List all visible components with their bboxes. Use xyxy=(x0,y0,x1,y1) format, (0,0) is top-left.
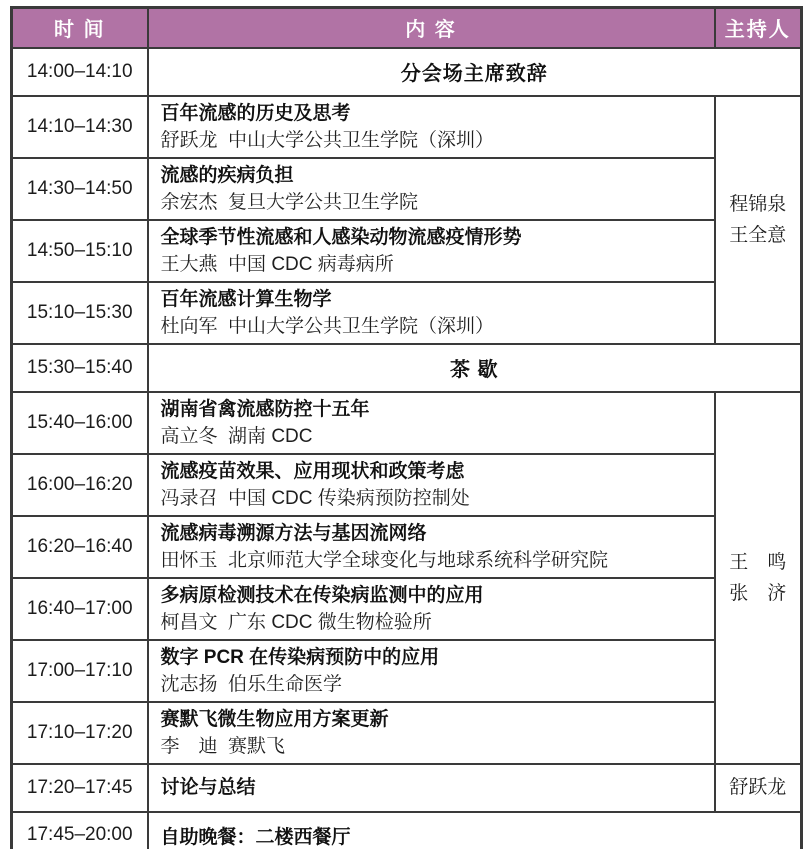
time-cell: 14:30–14:50 xyxy=(12,158,148,220)
discussion-summary-cell xyxy=(148,764,715,812)
time-cell: 17:45–20:00 xyxy=(12,812,148,849)
session-cell xyxy=(148,282,715,344)
header-moderator: 主持人 xyxy=(715,8,802,48)
session-cell xyxy=(148,454,715,516)
time-cell: 16:00–16:20 xyxy=(12,454,148,516)
table-row xyxy=(12,764,802,812)
moderator-cell-group2 xyxy=(715,392,802,764)
time-cell: 16:20–16:40 xyxy=(12,516,148,578)
table-row xyxy=(12,48,802,96)
session-speaker: 冯录召 中国 CDC 传染病预防控制处 xyxy=(160,487,470,509)
time-cell: 15:10–15:30 xyxy=(12,282,148,344)
session-title: 全球季节性流感和人感染动物流感疫情形势 xyxy=(160,226,522,248)
session-speaker: 杜向军 中山大学公共卫生学院（深圳） xyxy=(160,315,495,337)
table-row xyxy=(12,392,802,454)
session-title: 流感的疾病负担 xyxy=(160,164,294,186)
header-time: 时 间 xyxy=(12,8,148,48)
session-title: 湖南省禽流感防控十五年 xyxy=(160,398,370,420)
table-row xyxy=(12,344,802,392)
table-row xyxy=(12,96,802,158)
table-row xyxy=(12,702,802,764)
time-cell: 14:00–14:10 xyxy=(12,48,148,96)
moderator-name: 张 济 xyxy=(729,582,787,604)
time-cell: 16:40–17:00 xyxy=(12,578,148,640)
session-cell xyxy=(148,220,715,282)
moderator-cell-group1 xyxy=(715,96,802,344)
header-content: 内 容 xyxy=(148,8,715,48)
table-row xyxy=(12,454,802,516)
table-row xyxy=(12,516,802,578)
session-speaker: 沈志扬 伯乐生命医学 xyxy=(160,673,343,695)
session-cell xyxy=(148,578,715,640)
session-title: 赛默飞微生物应用方案更新 xyxy=(160,708,389,730)
session-speaker: 余宏杰 复旦大学公共卫生学院 xyxy=(160,191,419,213)
header-row xyxy=(12,8,802,48)
moderator-name: 王 鸣 xyxy=(729,551,787,573)
session-speaker: 柯昌文 广东 CDC 微生物检验所 xyxy=(160,611,432,633)
time-cell: 15:40–16:00 xyxy=(12,392,148,454)
time-cell: 17:00–17:10 xyxy=(12,640,148,702)
session-title: 百年流感计算生物学 xyxy=(160,288,332,310)
table-row xyxy=(12,158,802,220)
session-cell xyxy=(148,96,715,158)
session-cell xyxy=(148,392,715,454)
table-row xyxy=(12,220,802,282)
time-cell: 14:50–15:10 xyxy=(12,220,148,282)
session-title: 流感疫苗效果、应用现状和政策考虑 xyxy=(160,460,465,482)
session-cell xyxy=(148,702,715,764)
session-title: 数字 PCR 在传染病预防中的应用 xyxy=(160,646,440,668)
moderator-name: 舒跃龙 xyxy=(729,777,787,798)
session-speaker: 高立冬 湖南 CDC xyxy=(160,425,313,447)
session-speaker: 李 迪 赛默飞 xyxy=(160,735,286,757)
table-row xyxy=(12,812,802,849)
session-title: 流感病毒溯源方法与基因流网络 xyxy=(160,522,427,544)
table-row xyxy=(12,578,802,640)
time-cell: 17:20–17:45 xyxy=(12,764,148,812)
table-row xyxy=(12,640,802,702)
schedule-table xyxy=(10,6,803,849)
session-title: 百年流感的历史及思考 xyxy=(160,102,351,124)
table-row xyxy=(12,282,802,344)
session-opening-remarks: 分会场主席致辞 xyxy=(148,48,802,96)
tea-break-cell: 茶 歇 xyxy=(148,344,802,392)
session-speaker: 王大燕 中国 CDC 病毒病所 xyxy=(160,253,394,275)
time-cell: 14:10–14:30 xyxy=(12,96,148,158)
moderator-cell-group3 xyxy=(715,764,802,812)
time-cell: 17:10–17:20 xyxy=(12,702,148,764)
moderator-name: 王全意 xyxy=(729,224,787,246)
session-cell xyxy=(148,640,715,702)
dinner-cell: 自助晚餐：二楼西餐厅 xyxy=(148,812,802,849)
time-cell: 15:30–15:40 xyxy=(12,344,148,392)
moderator-name: 程锦泉 xyxy=(729,193,787,215)
session-cell xyxy=(148,516,715,578)
session-speaker: 田怀玉 北京师范大学全球变化与地球系统科学研究院 xyxy=(160,549,609,571)
session-title: 讨论与总结 xyxy=(160,777,256,798)
session-speaker: 舒跃龙 中山大学公共卫生学院（深圳） xyxy=(160,129,495,151)
session-cell xyxy=(148,158,715,220)
session-title: 多病原检测技术在传染病监测中的应用 xyxy=(160,584,484,606)
